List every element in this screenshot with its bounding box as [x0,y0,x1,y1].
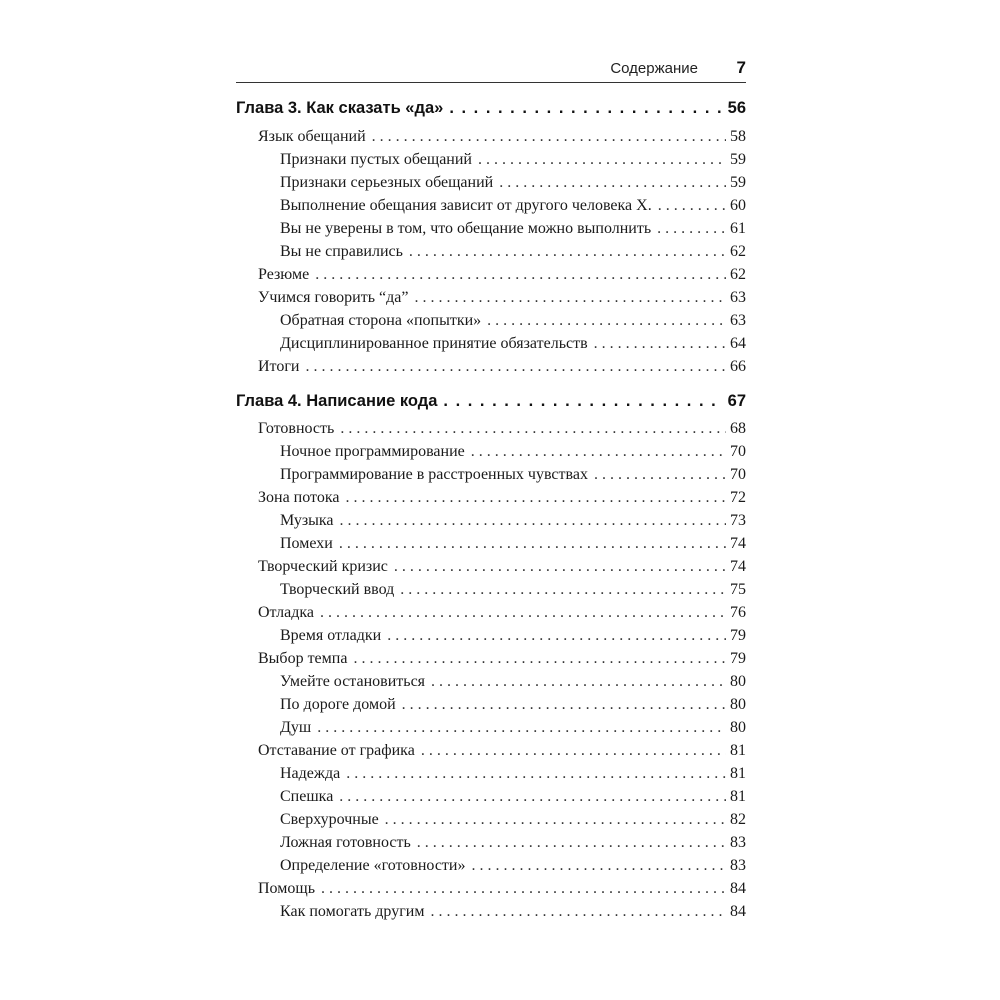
toc-entry-page: 75 [730,581,746,598]
toc-entry-title: Глава 3. Как сказать «да» [236,99,444,117]
toc-entry-page: 80 [730,673,746,690]
toc-entry-page: 70 [730,466,746,483]
toc-entry-page: 70 [730,443,746,460]
toc-entry[interactable] [258,650,746,668]
toc-entry[interactable] [280,535,746,553]
toc-entry-title: Сверхурочные [280,811,379,828]
toc-entry-title: Ложная готовность [280,834,411,851]
toc-entry-page: 81 [730,765,746,782]
dot-leader [402,696,726,714]
toc-entry-title: Итоги [258,358,300,375]
toc-entry-page: 61 [730,220,746,237]
toc-entry-title: Отладка [258,604,315,621]
toc-entry-title: Выбор темпа [258,650,348,667]
toc-entry-title: Дисциплинированное принятие обязательств [280,335,588,352]
toc-entry-title: Зона потока [258,489,340,506]
toc-entry-title: Творческий кризис [258,558,388,575]
toc-entry-page: 79 [730,627,746,644]
dot-leader [499,174,726,192]
toc-entry-title: Отставание от графика [258,742,415,759]
dot-leader [387,627,726,645]
toc-entry-page: 83 [730,857,746,874]
dot-leader [339,788,726,806]
toc-entry-title: Определение «готовности» [280,857,466,874]
toc-entry[interactable] [280,243,746,261]
toc-entry-title: Спешка [280,788,334,805]
toc-entry-title: Душ [280,719,312,736]
dot-leader [478,151,726,169]
dot-leader [400,581,726,599]
toc-entry-title: Выполнение обещания зависит от другого человека X. [280,197,652,214]
dot-leader [340,512,726,530]
toc-entry-title: По дороге домой [280,696,396,713]
toc-entry-page: 59 [730,174,746,191]
toc-entry[interactable] [258,604,746,622]
dot-leader [394,558,726,576]
dot-leader [430,903,726,921]
toc-entry-title: Глава 4. Написание кода [236,392,438,410]
toc-entry[interactable] [258,489,746,507]
toc-entry[interactable] [258,558,746,576]
toc-entry-page: 59 [730,151,746,168]
toc-entry[interactable] [280,811,746,829]
toc-entry-page: 83 [730,834,746,851]
toc-entry-page: 62 [730,266,746,283]
toc-entry-title: Надежда [280,765,341,782]
dot-leader [321,880,726,898]
toc-entry[interactable] [280,443,746,461]
dot-leader [449,99,723,118]
toc-entry[interactable] [280,512,746,530]
toc-entry-title: Время отладки [280,627,382,644]
toc-entry-page: 60 [730,197,746,214]
toc-entry-page: 84 [730,880,746,897]
toc-entry[interactable] [258,742,746,760]
toc-entry-page: 68 [730,420,746,437]
toc-entry[interactable] [280,834,746,852]
toc-chapter-entry[interactable] [236,99,746,118]
toc-entry-title: Музыка [280,512,334,529]
toc-entry[interactable] [280,466,746,484]
toc-entry-page: 74 [730,558,746,575]
toc-entry-title: Вы не уверены в том, что обещание можно выполнить [280,220,652,237]
toc-entry-page: 74 [730,535,746,552]
toc-entry-title: Умейте остановиться [280,673,426,690]
toc-entry-page: 64 [730,335,746,352]
toc-entry[interactable] [280,696,746,714]
toc-chapter-entry[interactable] [236,392,746,411]
toc-entry-page: 73 [730,512,746,529]
dot-leader [346,765,726,783]
dot-leader [372,128,726,146]
dot-leader [317,719,726,737]
toc-entry[interactable] [280,903,746,921]
dot-leader [315,266,726,284]
toc-entry[interactable] [258,420,746,438]
toc-entry[interactable] [258,880,746,898]
dot-leader [340,420,726,438]
dot-leader [320,604,726,622]
toc-entry[interactable] [280,765,746,783]
dot-leader [658,197,726,215]
toc-entry[interactable] [280,151,746,169]
toc-entry-title: Обратная сторона «попытки» [280,312,482,329]
dot-leader [385,811,726,829]
dot-leader [431,673,726,691]
toc-entry-page: 66 [730,358,746,375]
dot-leader [487,312,726,330]
toc-entry[interactable] [280,788,746,806]
dot-leader [353,650,726,668]
dot-leader [471,857,726,875]
toc-entry-title: Готовность [258,420,335,437]
toc-entry[interactable] [280,174,746,192]
toc-entry-page: 63 [730,289,746,306]
toc-entry-title: Помощь [258,880,315,897]
dot-leader [414,289,726,307]
dot-leader [339,535,726,553]
toc-entry-page: 84 [730,903,746,920]
toc-entry-page: 80 [730,696,746,713]
toc-entry[interactable] [280,581,746,599]
header-page-number: 7 [736,58,746,77]
toc-entry[interactable] [280,220,746,238]
running-header [236,58,746,80]
toc-entry[interactable] [258,266,746,284]
toc-entry-page: 62 [730,243,746,260]
dot-leader [417,834,726,852]
toc-entry-title: Вы не справились [280,243,403,260]
toc-entry-page: 79 [730,650,746,667]
dot-leader [594,466,726,484]
dot-leader [594,335,726,353]
toc-entry-page: 82 [730,811,746,828]
toc-entry-page: 72 [730,489,746,506]
toc-entry-page: 76 [730,604,746,621]
toc-entry-page: 58 [730,128,746,145]
dot-leader [421,742,726,760]
toc-entry[interactable] [280,673,746,691]
dot-leader [657,220,726,238]
dot-leader [345,489,726,507]
toc-entry-title: Творческий ввод [280,581,395,598]
dot-leader [443,392,723,411]
toc-entry-page: 67 [727,392,746,410]
toc-entry[interactable] [280,719,746,737]
header-title: Содержание [610,60,698,77]
toc-entry-title: Признаки пустых обещаний [280,151,472,168]
toc-entry[interactable] [280,857,746,875]
toc-entry-title: Резюме [258,266,310,283]
toc-entry-title: Помехи [280,535,333,552]
toc-entry-page: 81 [730,742,746,759]
toc-entry[interactable] [280,197,746,215]
toc-entry-page: 80 [730,719,746,736]
toc-entry-title: Программирование в расстроенных чувствах [280,466,588,483]
dot-leader [471,443,726,461]
toc-entry-title: Язык обещаний [258,128,366,145]
toc-entry-title: Учимся говорить “да” [258,289,409,306]
toc-entry-title: Ночное программирование [280,443,465,460]
dot-leader [305,358,726,376]
toc-entry-title: Как помогать другим [280,903,425,920]
toc-entry-page: 63 [730,312,746,329]
header-rule [236,82,746,83]
toc-entry[interactable] [258,128,746,146]
toc-entry[interactable] [280,312,746,330]
toc-entry[interactable] [258,289,746,307]
toc-entry[interactable] [258,358,746,376]
toc-entry-title: Признаки серьезных обещаний [280,174,494,191]
toc-entry[interactable] [280,335,746,353]
dot-leader [409,243,726,261]
toc-entry-page: 81 [730,788,746,805]
toc-entry[interactable] [280,627,746,645]
toc-entry-page: 56 [727,99,746,117]
